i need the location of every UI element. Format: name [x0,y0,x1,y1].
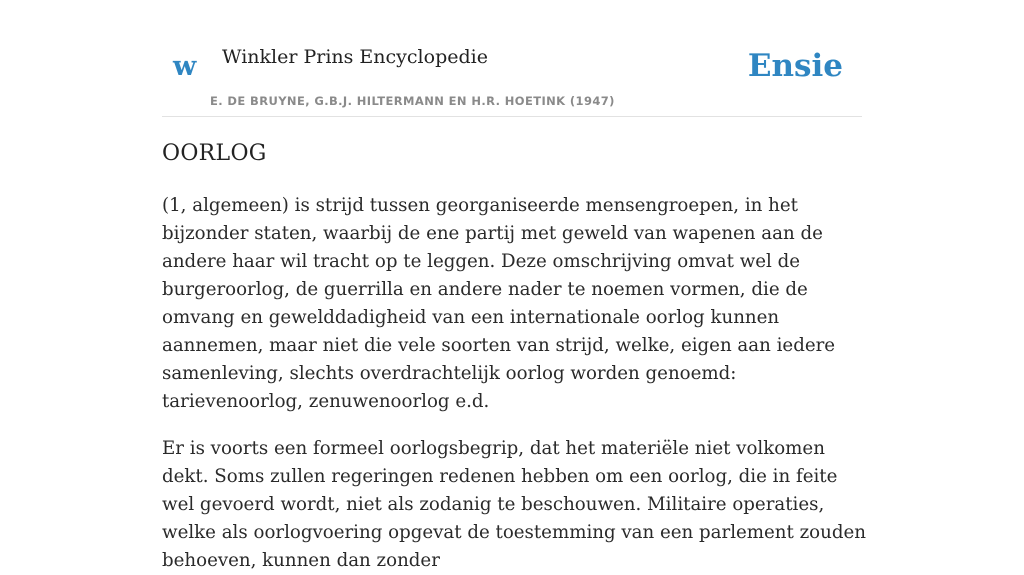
publication-logo[interactable]: w [173,51,197,82]
site-header [162,0,862,117]
article-paragraph: (1, algemeen) is strijd tussen georganiseerde mensengroepen, in het bijzonder staten, waarbij de ene partij met geweld van wapenen aan de andere haar wil tracht op te leggen. Deze omschrijving omvat wel de burgeroorlog, de guerrilla en andere nader te noemen vormen, die de omvang en gewelddadigheid van een internationale oorlog kunnen aannemen, maar niet die vele soorten van strijd, welke, eigen aan iedere samenleving, slechts overdrachtelijk oorlog worden genoemd: tarievenoorlog, zenuwenoorlog e.d. [162,195,836,412]
publication-authors: E. DE BRUYNE, G.B.J. HILTERMANN EN H.R. HOETINK (1947) [210,94,615,108]
article [162,138,866,575]
publication-title[interactable]: Winkler Prins Encyclopedie [222,46,488,68]
brand-logo-link[interactable]: Ensie [747,48,843,84]
article-title: OORLOG [162,141,267,166]
article-paragraph: Er is voorts een formeel oorlogsbegrip, dat het materiële niet volkomen dekt. Soms zullen regeringen redenen hebben om een oorlog, die in feite wel gevoerd wordt, niet als zodanig te beschouwen. Militaire operaties, welke als oorlogvoering opgevat de toestemming van een parlement zouden behoeven, kunnen dan zonder [162,438,866,571]
